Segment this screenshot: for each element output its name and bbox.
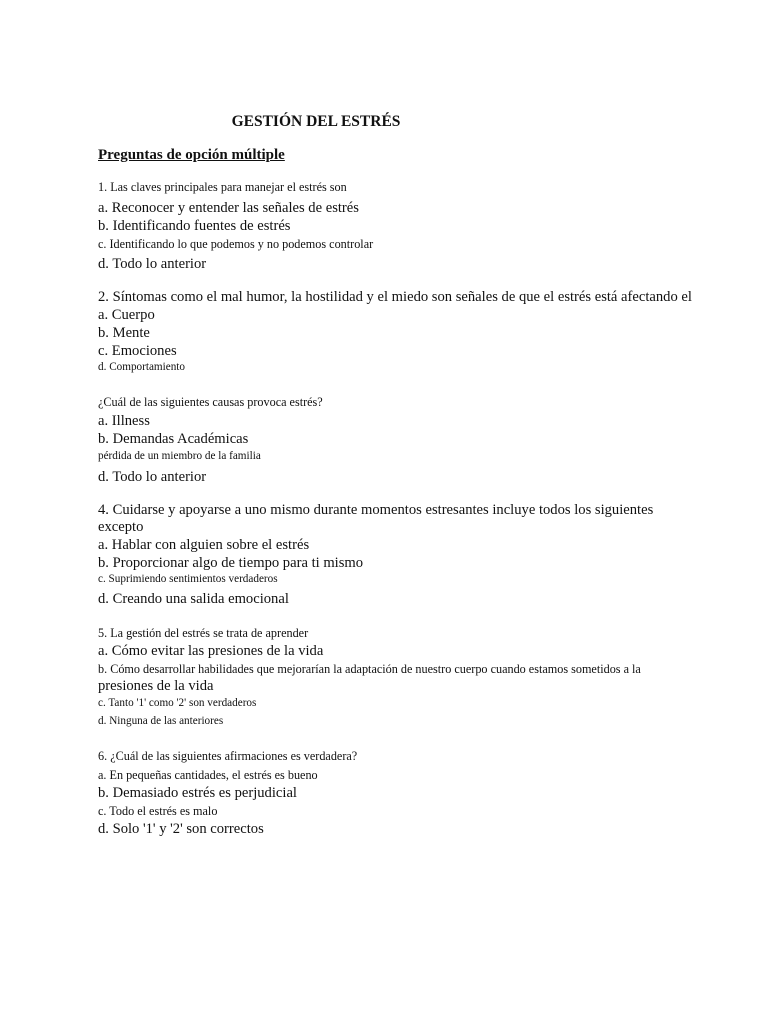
question-2-option-b: b. Mente (98, 325, 150, 341)
question-4-option-d: d. Creando una salida emocional (98, 591, 289, 607)
question-4-text: 4. Cuidarse y apoyarse a uno mismo durante momentos estresantes incluye todos los siguientes excepto (98, 502, 654, 535)
question-6-option-a: a. En pequeñas cantidades, el estrés es bueno (98, 768, 318, 782)
question-5-option-a: a. Cómo evitar las presiones de la vida (98, 643, 324, 659)
question-2-text: 2. Síntomas como el mal humor, la hostilidad y el miedo son señales de que el estrés está afectando el (98, 289, 692, 305)
question-2-option-a: a. Cuerpo (98, 307, 155, 323)
question-1-option-d: d. Todo lo anterior (98, 256, 207, 272)
question-6-option-c: c. Todo el estrés es malo (98, 804, 218, 818)
question-5-option-d: d. Ninguna de las anteriores (98, 715, 224, 727)
question-2-option-d: d. Comportamiento (98, 361, 186, 373)
question-3-option-d: d. Todo lo anterior (98, 469, 207, 485)
question-3-option-b: b. Demandas Académicas (98, 431, 249, 447)
question-1-text: 1. Las claves principales para manejar el estrés son (98, 180, 347, 194)
question-6-text: 6. ¿Cuál de las siguientes afirmaciones es verdadera? (98, 749, 358, 763)
question-6-option-d: d. Solo '1' y '2' son correctos (98, 821, 264, 837)
question-5-option-b: b. Cómo desarrollar habilidades que mejorarían la adaptación de nuestro cuerpo cuando estamos sometidos a la (98, 662, 641, 676)
question-3-option-a: a. Illness (98, 413, 150, 429)
question-3-text: ¿Cuál de las siguientes causas provoca estrés? (98, 395, 323, 409)
page-title: GESTIÓN DEL ESTRÉS (231, 113, 401, 130)
question-5-text: 5. La gestión del estrés se trata de aprender (98, 626, 309, 640)
question-6-option-b: b. Demasiado estrés es perjudicial (98, 785, 297, 801)
question-4-option-c: c. Suprimiendo sentimientos verdaderos (98, 573, 278, 585)
question-5-option-b-continued: presiones de la vida (98, 678, 214, 694)
question-1-option-a: a. Reconocer y entender las señales de estrés (98, 200, 359, 216)
question-5-option-c: c. Tanto '1' como '2' son verdaderos (98, 697, 257, 709)
question-3-option-c: pérdida de un miembro de la familia (98, 450, 261, 462)
question-4-option-b: b. Proporcionar algo de tiempo para ti mismo (98, 555, 364, 571)
section-subtitle: Preguntas de opción múltiple (98, 147, 285, 163)
question-2-option-c: c. Emociones (98, 343, 177, 359)
question-1-option-c: c. Identificando lo que podemos y no podemos controlar (98, 237, 374, 251)
question-4-option-a: a. Hablar con alguien sobre el estrés (98, 537, 310, 553)
question-1-option-b: b. Identificando fuentes de estrés (98, 218, 291, 234)
